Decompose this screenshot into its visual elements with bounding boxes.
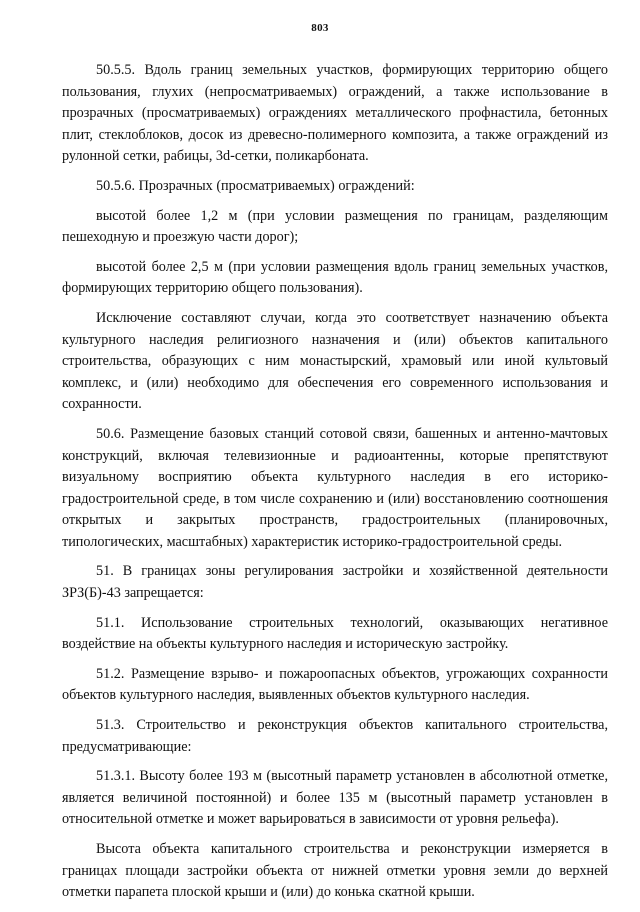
paragraph-51-2: 51.2. Размещение взрыво- и пожароопасных объектов, угрожающих сохранности объектов культурного наследия, выявленных объектов культурного наследия. xyxy=(62,665,608,704)
paragraph-51: 51. В границах зоны регулирования застройки и хозяйственной деятельности ЗРЗ(Б)-43 запрещается: xyxy=(62,563,608,602)
paragraph-50-6: 50.6. Размещение базовых станций сотовой связи, башенных и антенно-мачтовых конструкций, включая телевизионные и радиоантенны, которые препятствуют визуальному восприятию объекта культурного наследия в его историко-градостроительной среде, в том числе сохранению и (или) восстановлению соотношения открытых и закрытых пространств, градостроительных (планировочных, типологических, масштабных) характеристик историко-градостроительной среды. xyxy=(62,425,608,550)
paragraph-exception: Исключение составляют случаи, когда это соответствует назначению объекта культурного наследия религиозного назначения и (или) объектов капитального строительства, образующих с ним монастырский, храмовый или иной культовый комплекс, и (или) необходимо для обеспечения его современного использования и сохранности. xyxy=(62,309,608,413)
page-number: 803 xyxy=(311,22,329,34)
paragraph-51-3: 51.3. Строительство и реконструкция объектов капитального строительства, предусматривающие: xyxy=(62,717,608,755)
paragraph-51-1: 51.1. Использование строительных технологий, оказывающих негативное воздействие на объекты культурного наследия и историческую застройку. xyxy=(62,614,608,653)
paragraph-50-5-5: 50.5.5. Вдоль границ земельных участков, формирующих территорию общего пользования, глухих (непросматриваемых) ограждений, а также использование в прозрачных (просматриваемых) ограждениях металлического профнастила, бетонных плит, стеклоблоков, досок из древесно-полимерного композита, а также ограждений из рулонной сетки, рабицы, 3d-сетки, поликарбоната. xyxy=(62,62,608,165)
paragraph-height-measurement: Высота объекта капитального строительства и реконструкции измеряется в границах площади застройки объекта от нижней отметки уровня земли до верхней отметки парапета плоской крыши и (или) до конька скатной крыши. xyxy=(62,841,608,901)
paragraph-height-1-2: высотой более 1,2 м (при условии размещения по границам, разделяющим пешеходную и проезжую части дорог); xyxy=(62,207,608,246)
paragraph-50-5-6: 50.5.6. Прозрачных (просматриваемых) ограждений: xyxy=(96,177,415,194)
paragraph-height-2-5: высотой более 2,5 м (при условии размещения вдоль границ земельных участков, формирующих территорию общего пользования). xyxy=(62,258,608,297)
document-body xyxy=(62,60,608,912)
paragraph-51-3-1: 51.3.1. Высоту более 193 м (высотный параметр установлен в абсолютной отметке, является величиной постоянной) и более 135 м (высотный параметр установлен в относительной отметке и может варьироваться в зависимости от уровня рельефа). xyxy=(62,768,608,828)
